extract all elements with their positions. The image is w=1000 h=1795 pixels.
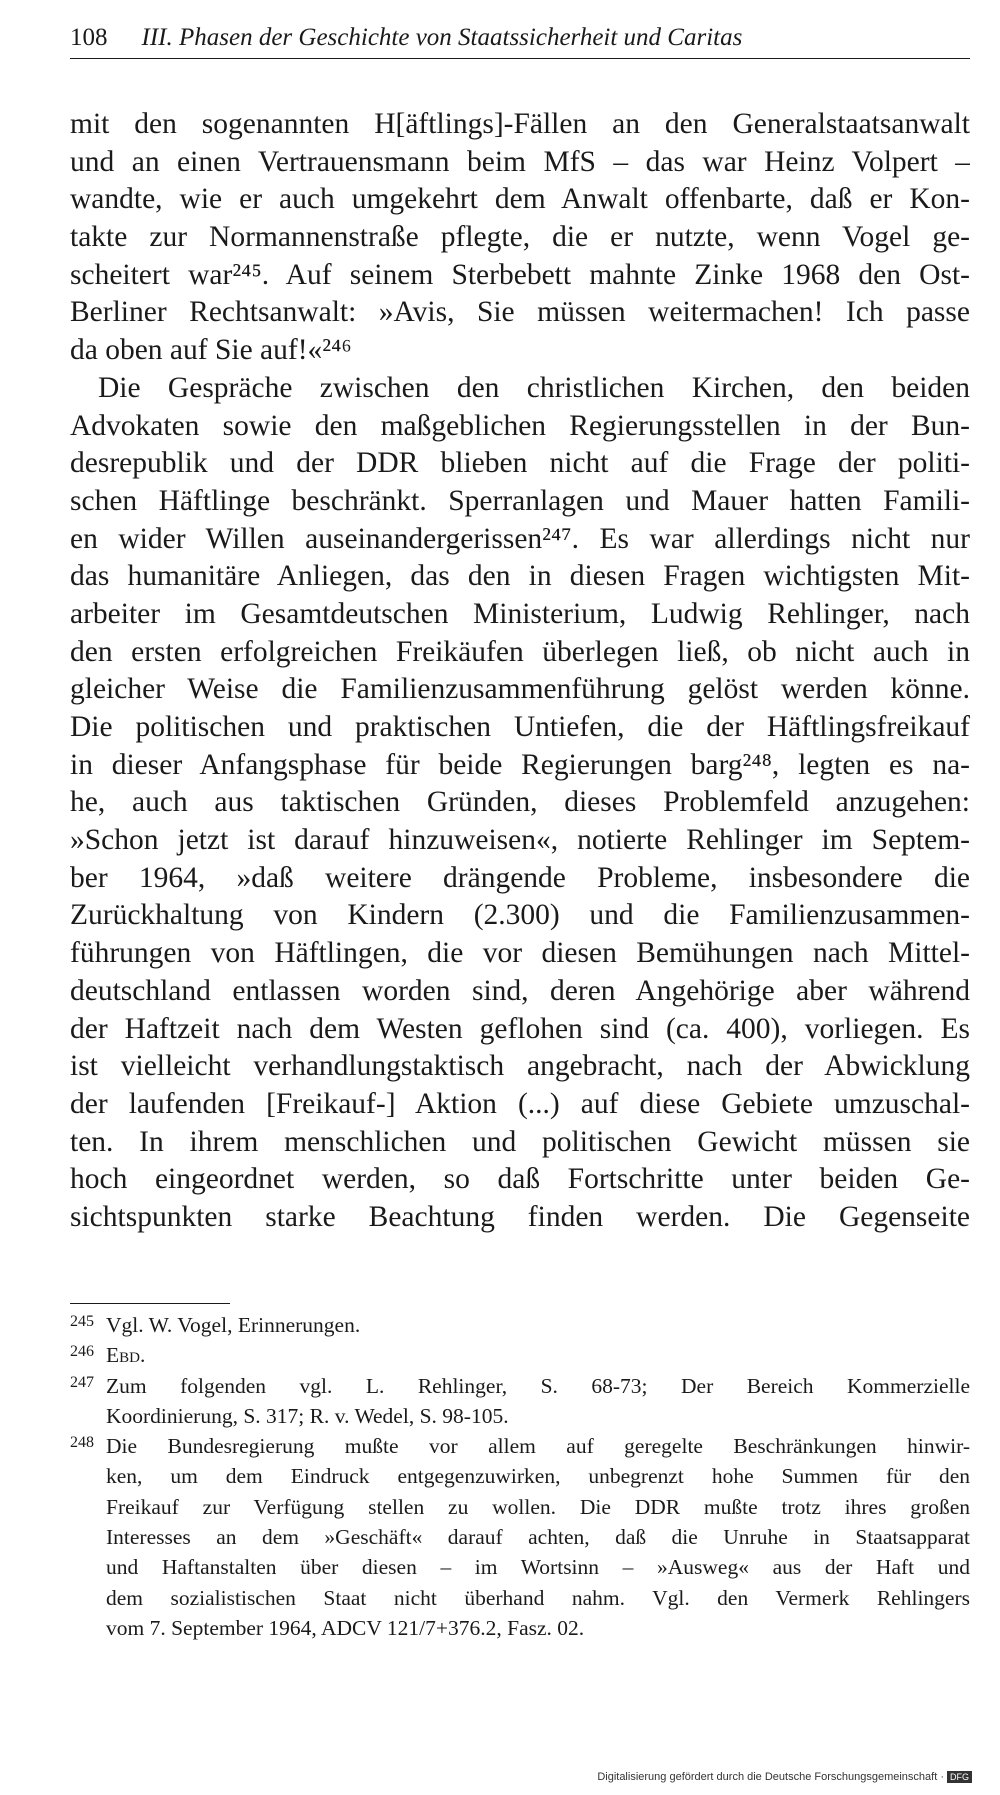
body-text xyxy=(70,106,970,1237)
footnote-divider xyxy=(70,1303,230,1304)
body-line: das humanitäre Anliegen, das den in diesen Fragen wichtigsten Mit- xyxy=(70,560,970,593)
body-line: Advokaten sowie den maßgeblichen Regierungsstellen in der Bun- xyxy=(70,409,970,442)
running-title: III. Phasen der Geschichte von Staatssicherheit und Caritas xyxy=(141,24,743,51)
footnotes xyxy=(70,1310,970,1643)
body-line: wandte, wie er auch umgekehrt dem Anwalt offenbarte, daß er Kon- xyxy=(70,183,970,216)
body-line: da oben auf Sie auf!«²⁴⁶ xyxy=(70,334,352,367)
body-line: Die Gespräche zwischen den christlichen Kirchen, den beiden xyxy=(98,371,970,404)
body-line: takte zur Normannenstraße pflegte, die er nutzte, wenn Vogel ge- xyxy=(70,221,970,254)
footnote-number: 247 xyxy=(70,1373,94,1391)
body-line: der laufenden [Freikauf-] Aktion (...) auf diese Gebiete umzuschal- xyxy=(70,1087,970,1120)
footnote-line: Vgl. W. Vogel, Erinnerungen. xyxy=(106,1313,361,1337)
footnote-number: 248 xyxy=(70,1434,94,1452)
footnote-line: Zum folgenden vgl. L. Rehlinger, S. 68-73; Der Bereich Kommerzielle xyxy=(106,1373,970,1398)
body-line: mit den sogenannten H[äftlings]-Fällen an den Generalstaatsanwalt xyxy=(70,108,970,140)
body-line: ist vielleicht verhandlungstaktisch angebracht, nach der Abwicklung xyxy=(70,1050,970,1083)
body-line: hoch eingeordnet werden, so daß Fortschritte unter beiden Ge- xyxy=(70,1163,970,1196)
funding-text: Digitalisierung gefördert durch die Deutsche Forschungsgemeinschaft · xyxy=(597,1770,944,1783)
body-line: den ersten erfolgreichen Freikäufen überlegen ließ, ob nicht auch in xyxy=(70,635,970,668)
footnote-line: Die Bundesregierung mußte vor allem auf geregelte Beschränkungen hinwir- xyxy=(106,1434,970,1459)
body-line: desrepublik und der DDR blieben nicht auf die Frage der politi- xyxy=(70,447,970,480)
body-line: scheitert war²⁴⁵. Auf seinem Sterbebett mahnte Zinke 1968 den Ost- xyxy=(70,258,970,291)
body-line: deutschland entlassen worden sind, deren Angehörige aber während xyxy=(70,974,970,1007)
body-line: »Schon jetzt ist darauf hinzuweisen«, notierte Rehlinger im Septem- xyxy=(70,824,970,857)
body-line: der Haftzeit nach dem Westen geflohen sind (ca. 400), vorliegen. Es xyxy=(70,1012,970,1045)
body-line: en wider Willen auseinandergerissen²⁴⁷. Es war allerdings nicht nur xyxy=(70,522,970,555)
body-line: ber 1964, »daß weitere drängende Probleme, insbesondere die xyxy=(70,861,970,894)
footnote-line: ken, um dem Eindruck entgegenzuwirken, unbegrenzt hohe Summen für den xyxy=(106,1464,970,1489)
body-line: arbeiter im Gesamtdeutschen Ministerium, Ludwig Rehlinger, nach xyxy=(70,597,970,630)
body-line: he, auch aus taktischen Gründen, dieses Problemfeld anzugehen: xyxy=(70,786,970,819)
footnote-247 xyxy=(70,1371,970,1432)
body-line: und an einen Vertrauensmann beim MfS – das war Heinz Volpert – xyxy=(70,145,970,178)
footnote-245 xyxy=(70,1310,970,1340)
footnote-line: dem sozialistischen Staat nicht überhand nahm. Vgl. den Vermerk Rehlingers xyxy=(106,1585,970,1610)
footnote-line: Freikauf zur Verfügung stellen zu wollen. Die DDR mußte trotz ihres großen xyxy=(106,1494,970,1519)
footnote-number: 246 xyxy=(70,1343,94,1361)
dfg-logo: DFG xyxy=(947,1771,972,1783)
footnote-246 xyxy=(70,1340,970,1370)
funding-note xyxy=(597,1771,972,1783)
page-number: 108 xyxy=(70,24,108,51)
footnote-number: 245 xyxy=(70,1313,94,1330)
footnote-line: Interesses an dem »Geschäft« darauf achten, daß die Unruhe in Staatsapparat xyxy=(106,1525,970,1550)
body-line: sichtspunkten starke Beachtung finden werden. Die Gegenseite xyxy=(70,1200,970,1233)
body-line: ten. In ihrem menschlichen und politischen Gewicht müssen sie xyxy=(70,1125,970,1158)
body-line: gleicher Weise die Familienzusammenführung gelöst werden könne. xyxy=(70,673,970,706)
body-line: führungen von Häftlingen, die vor diesen Bemühungen nach Mittel- xyxy=(70,937,970,970)
footnote-line: Ebd. xyxy=(106,1343,146,1368)
running-head xyxy=(70,22,970,59)
body-line: in dieser Anfangsphase für beide Regierungen barg²⁴⁸, legten es na- xyxy=(70,748,970,781)
footnote-line: und Haftanstalten über diesen – im Wortsinn – »Ausweg« aus der Haft und xyxy=(106,1555,970,1580)
footnote-line: Koordinierung, S. 317; R. v. Wedel, S. 98-105. xyxy=(106,1403,509,1428)
footnote-line: vom 7. September 1964, ADCV 121/7+376.2, Fasz. 02. xyxy=(106,1615,585,1640)
body-line: Die politischen und praktischen Untiefen, die der Häftlingsfreikauf xyxy=(70,711,970,744)
body-line: schen Häftlinge beschränkt. Sperranlagen und Mauer hatten Famili- xyxy=(70,484,970,517)
body-line: Zurückhaltung von Kindern (2.300) und die Familienzusammen- xyxy=(70,899,970,932)
body-line: Berliner Rechtsanwalt: »Avis, Sie müssen weitermachen! Ich passe xyxy=(70,296,970,329)
footnote-248 xyxy=(70,1431,970,1643)
